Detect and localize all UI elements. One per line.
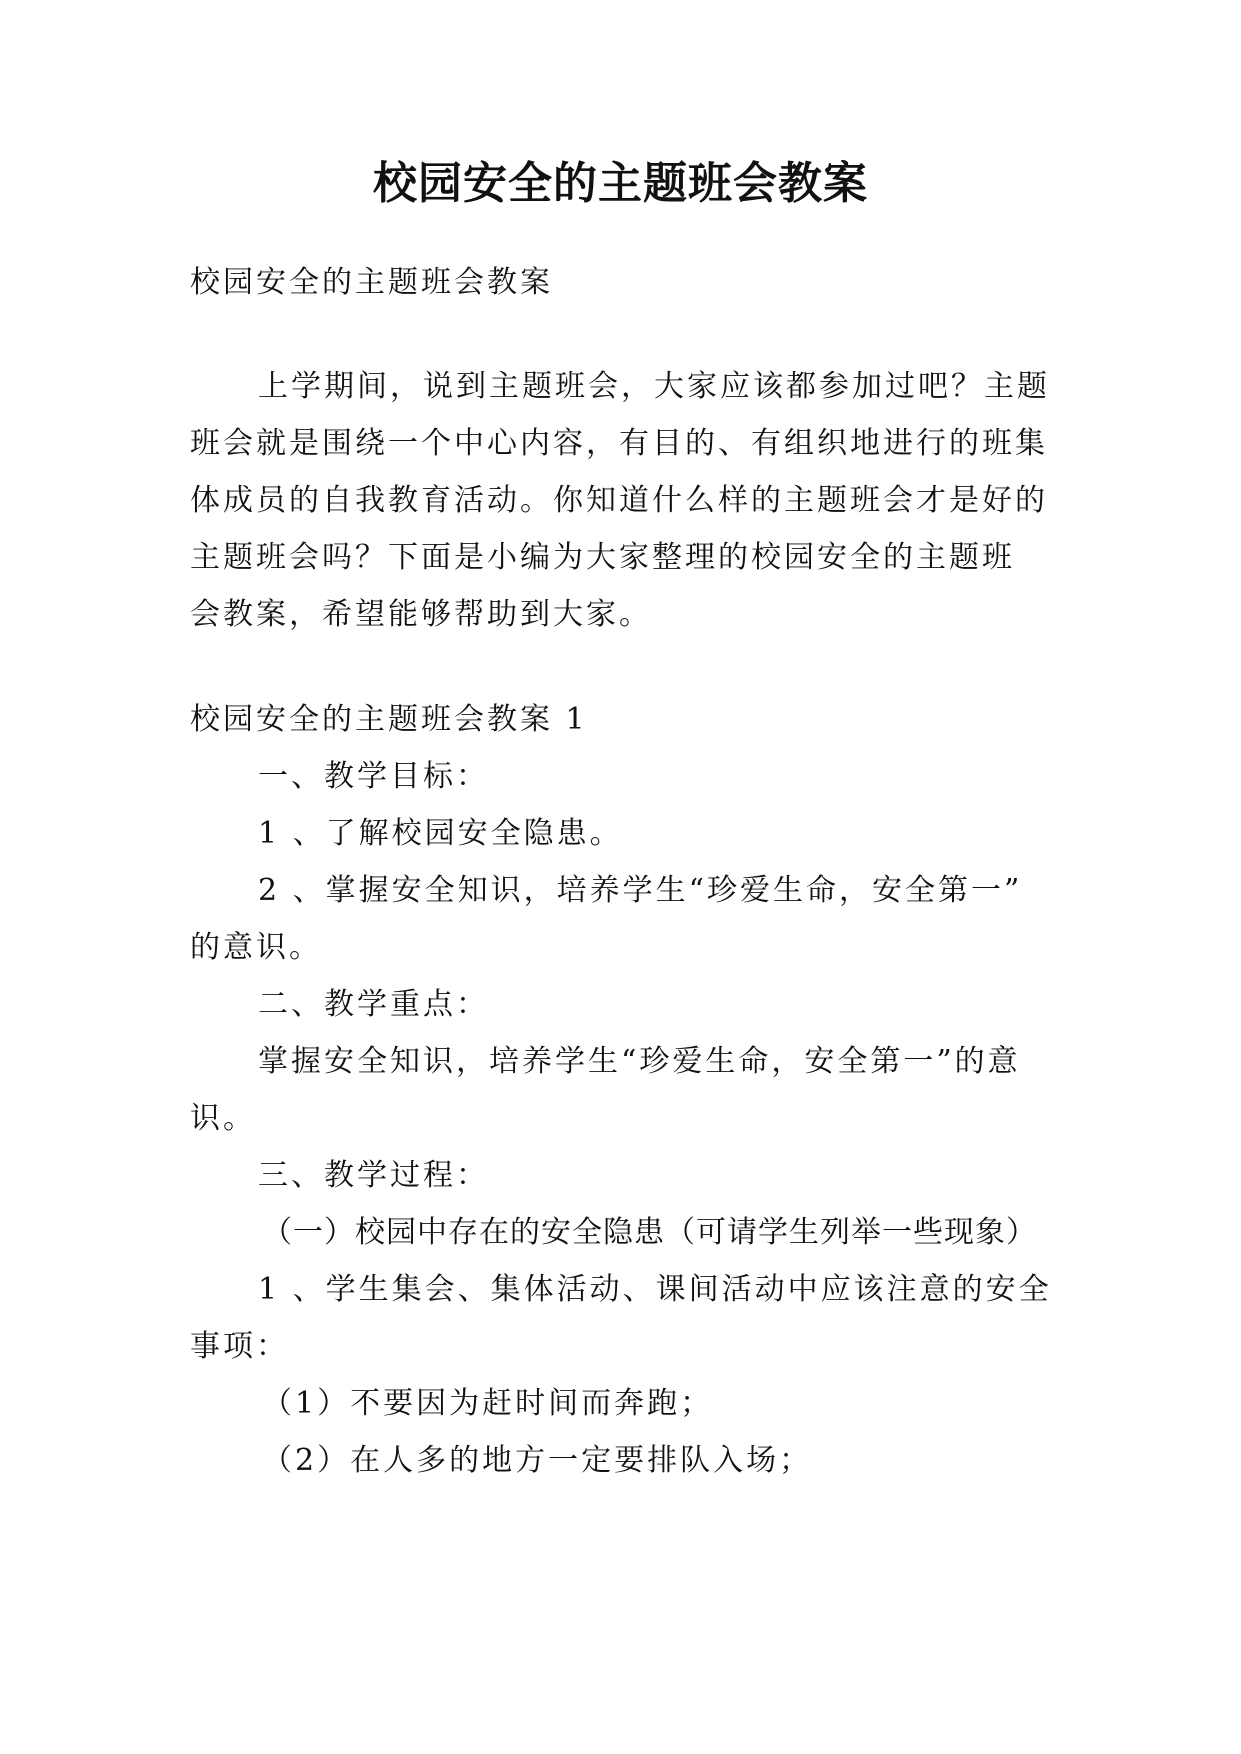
paragraph-line: 掌握安全知识，培养学生“珍爱生命，安全第一”的意 [258, 1044, 1021, 1079]
document-title: 校园安全的主题班会教案 [373, 158, 868, 209]
list-item: 2 、掌握安全知识，培养学生“珍爱生命，安全第一” [258, 873, 1023, 908]
list-item-continuation: 的意识。 [190, 930, 322, 965]
list-heading: 三、教学过程： [258, 1158, 489, 1193]
subtitle-line: 校园安全的主题班会教案 [190, 265, 553, 300]
list-item-continuation: 事项： [190, 1329, 289, 1364]
list-item: 1 、了解校园安全隐患。 [258, 816, 623, 851]
list-heading: 二、教学重点： [258, 987, 489, 1022]
list-item: 1 、学生集会、集体活动、课间活动中应该注意的安全 [258, 1272, 1052, 1307]
list-heading: 一、教学目标： [258, 759, 489, 794]
list-subitem: （2）在人多的地方一定要排队入场； [262, 1443, 813, 1478]
subsection-heading: （一）校园中存在的安全隐患（可请学生列举一些现象） [262, 1215, 1037, 1250]
list-subitem: （1）不要因为赶时间而奔跑； [262, 1386, 714, 1421]
paragraph-line: 主题班会吗？下面是小编为大家整理的校园安全的主题班 [190, 540, 1015, 575]
section-heading: 校园安全的主题班会教案 1 [190, 702, 588, 737]
paragraph-line: 班会就是围绕一个中心内容，有目的、有组织地进行的班集 [190, 426, 1048, 461]
paragraph-line: 会教案，希望能够帮助到大家。 [190, 597, 652, 632]
paragraph-line: 识。 [190, 1101, 256, 1136]
paragraph-line: 体成员的自我教育活动。你知道什么样的主题班会才是好的 [190, 483, 1048, 518]
paragraph-line: 上学期间，说到主题班会，大家应该都参加过吧？主题 [258, 369, 1050, 404]
